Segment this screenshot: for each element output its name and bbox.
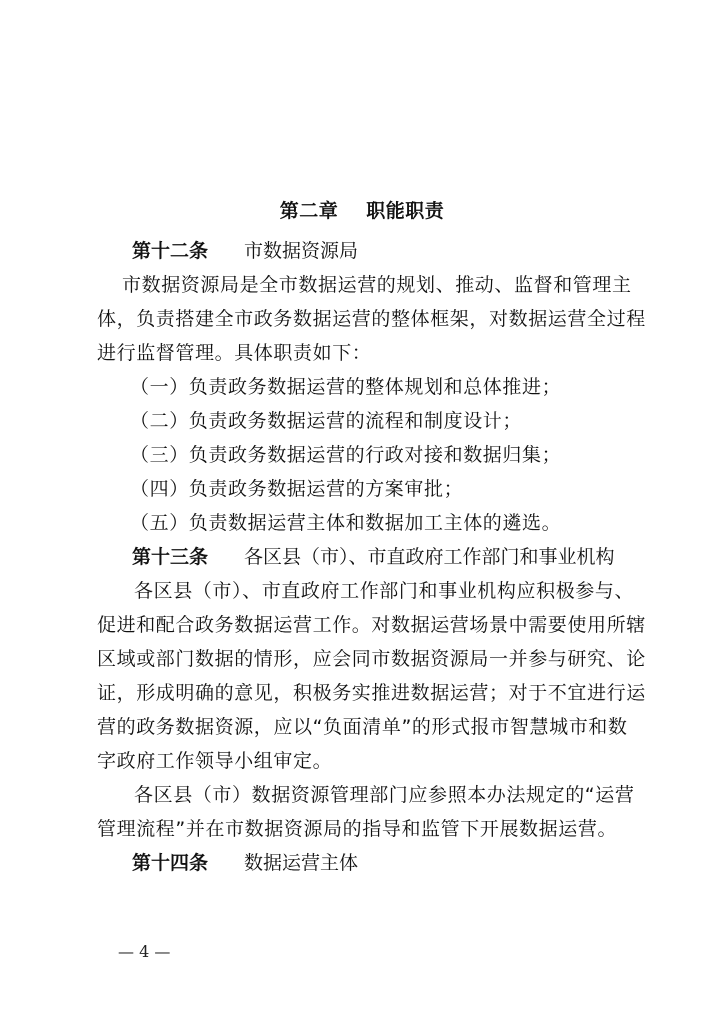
article-12-item-4: （四）负责政务数据运营的方案审批； [130, 478, 464, 500]
article-13-line-5: 营的政务数据资源，应以“负面清单”的形式报市智慧城市和数 [97, 716, 628, 738]
article-13-line-4: 证，形成明确的意见，积极务实推进数据运营；对于不宜进行运 [97, 682, 646, 704]
chapter-title [0, 196, 724, 223]
article-13-para2-line-2: 管理流程”并在市数据资源局的指导和监管下开展数据运营。 [97, 818, 618, 840]
article-12-number: 第十二条 [132, 240, 209, 262]
article-14-title: 数据运营主体 [244, 852, 359, 874]
article-13-number: 第十三条 [132, 546, 209, 568]
article-13-para2-line-1: 各区县（市）数据资源管理部门应参照本办法规定的“运营 [134, 784, 635, 806]
article-13-line-3: 区域或部门数据的情形，应会同市数据资源局一并参与研究、论 [97, 648, 646, 670]
article-12-item-5: （五）负责数据运营主体和数据加工主体的遴选。 [130, 512, 562, 534]
article-12-line-2: 体，负责搭建全市政务数据运营的整体框架，对数据运营全过程 [97, 308, 646, 330]
article-12-item-1: （一）负责政务数据运营的整体规划和总体推进； [130, 376, 562, 398]
article-12-line-3: 进行监督管理。具体职责如下： [97, 342, 372, 364]
article-12-heading [132, 236, 358, 263]
article-13-line-1: 各区县（市）、市直政府工作部门和事业机构应积极参与、 [134, 580, 635, 602]
article-13-heading [132, 542, 615, 569]
page-number: — 4 — [118, 942, 171, 961]
article-13-line-6: 字政府工作领导小组审定。 [97, 750, 333, 772]
article-13-title: 各区县（市）、市直政府工作部门和事业机构 [244, 546, 615, 568]
chapter-number: 第二章 [279, 200, 339, 222]
article-14-number: 第十四条 [132, 852, 209, 874]
article-12-line-1: 市数据资源局是全市数据运营的规划、推动、监督和管理主 [122, 274, 632, 296]
article-14-heading [132, 848, 358, 875]
article-12-title: 市数据资源局 [244, 240, 359, 262]
article-12-item-2: （二）负责政务数据运营的流程和制度设计； [130, 410, 523, 432]
article-12-item-3: （三）负责政务数据运营的行政对接和数据归集； [130, 444, 562, 466]
chapter-name: 职能职责 [366, 200, 445, 222]
article-13-line-2: 促进和配合政务数据运营工作。对数据运营场景中需要使用所辖 [97, 614, 646, 636]
